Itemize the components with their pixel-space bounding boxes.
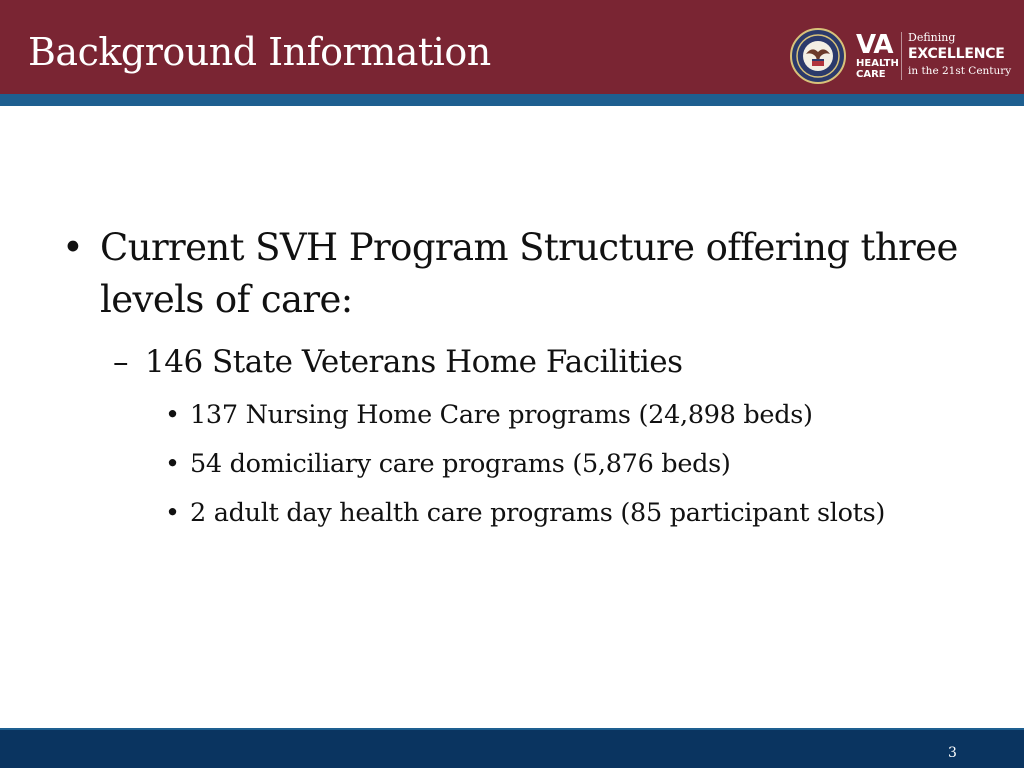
- tagline-century: in the 21st Century: [908, 65, 1012, 77]
- slide-title: Background Information: [28, 30, 491, 74]
- va-wordmark: VA: [856, 30, 893, 60]
- bullet-level3-text: 54 domiciliary care programs (5,876 beds): [190, 449, 731, 479]
- va-care-label: CARE: [856, 69, 886, 80]
- bullet-level3-text: 137 Nursing Home Care programs (24,898 beds): [190, 400, 813, 430]
- tagline-excellence: EXCELLENCE: [908, 46, 1005, 62]
- bullet-marker: •: [165, 498, 181, 528]
- page-number: 3: [948, 745, 957, 761]
- tagline-defining: Defining: [908, 31, 956, 44]
- dash-marker: –: [113, 344, 129, 380]
- va-logo: [790, 28, 1022, 86]
- va-health-label: HEALTH: [856, 58, 899, 69]
- bullet-marker: •: [62, 226, 84, 269]
- bullet-level2-text: 146 State Veterans Home Facilities: [145, 344, 683, 380]
- footer-bar: [0, 728, 1024, 768]
- logo-divider: [901, 32, 902, 80]
- header-stripe: [0, 94, 1024, 106]
- footer-line: [0, 728, 1024, 730]
- bullet-marker: •: [165, 449, 181, 479]
- bullet-level1-text: Current SVH Program Structure offering three levels of care:: [100, 226, 958, 321]
- va-subtitle: [856, 58, 899, 80]
- bullet-marker: •: [165, 400, 181, 430]
- bullet-level3-text: 2 adult day health care programs (85 participant slots): [190, 498, 886, 528]
- va-seal-icon: [790, 28, 846, 84]
